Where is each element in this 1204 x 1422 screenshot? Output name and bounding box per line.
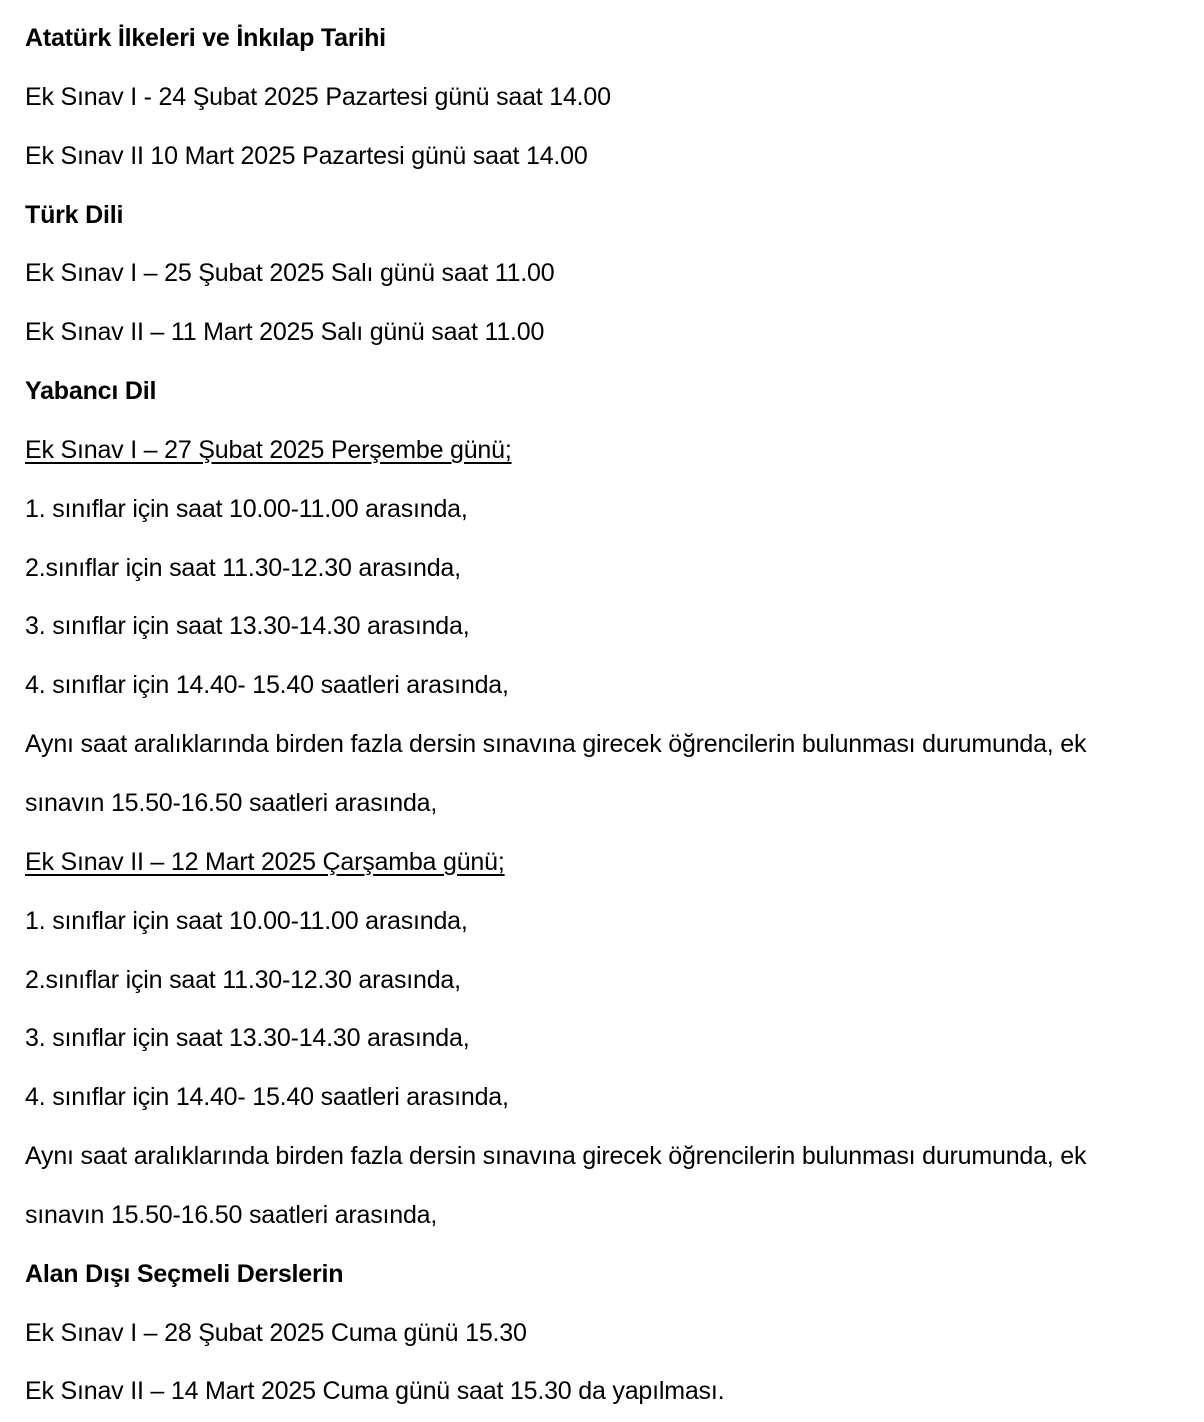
section-title-alan-disi: Alan Dışı Seçmeli Derslerin xyxy=(25,1259,344,1288)
schedule-note: sınavın 15.50-16.50 saatleri arasında, xyxy=(25,1200,438,1229)
schedule-line: 4. sınıflar için 14.40- 15.40 saatleri arasında, xyxy=(25,671,509,700)
section-title-ataturk: Atatürk İlkeleri ve İnkılap Tarihi xyxy=(25,24,386,52)
exam-line: Ek Sınav I – 25 Şubat 2025 Salı günü saat 11.00 xyxy=(25,259,555,288)
exam-line: Ek Sınav I - 24 Şubat 2025 Pazartesi günü saat 14.00 xyxy=(25,82,611,111)
exam-line: Ek Sınav II – 14 Mart 2025 Cuma günü saat 15.30 da yapılması. xyxy=(25,1377,725,1406)
exam-line: Ek Sınav II 10 Mart 2025 Pazartesi günü saat 14.00 xyxy=(25,141,588,170)
schedule-line: 1. sınıflar için saat 10.00-11.00 arasında, xyxy=(25,906,468,935)
schedule-note: Aynı saat aralıklarında birden fazla dersin sınavına girecek öğrencilerin bulunması durumunda, ek xyxy=(25,1142,1087,1171)
schedule-line: 2.sınıflar için saat 11.30-12.30 arasında, xyxy=(25,553,461,582)
schedule-line: 2.sınıflar için saat 11.30-12.30 arasında, xyxy=(25,965,461,994)
sub-block-header: Ek Sınav II – 12 Mart 2025 Çarşamba günü; xyxy=(25,847,505,876)
section-title-turk-dili: Türk Dili xyxy=(25,200,124,229)
section-title-yabanci-dil: Yabancı Dil xyxy=(25,377,157,406)
exam-line: Ek Sınav II – 11 Mart 2025 Salı günü saat 11.00 xyxy=(25,318,545,347)
sub-block-header: Ek Sınav I – 27 Şubat 2025 Perşembe günü; xyxy=(25,435,512,464)
document-body xyxy=(25,9,1190,1421)
schedule-note: Aynı saat aralıklarında birden fazla dersin sınavına girecek öğrencilerin bulunması durumunda, ek xyxy=(25,730,1087,759)
schedule-note: sınavın 15.50-16.50 saatleri arasında, xyxy=(25,788,438,817)
schedule-line: 3. sınıflar için saat 13.30-14.30 arasında, xyxy=(25,1024,470,1053)
exam-line: Ek Sınav I – 28 Şubat 2025 Cuma günü 15.30 xyxy=(25,1318,527,1347)
schedule-line: 1. sınıflar için saat 10.00-11.00 arasında, xyxy=(25,494,468,523)
schedule-line: 4. sınıflar için 14.40- 15.40 saatleri arasında, xyxy=(25,1083,509,1112)
schedule-line: 3. sınıflar için saat 13.30-14.30 arasında, xyxy=(25,612,470,641)
